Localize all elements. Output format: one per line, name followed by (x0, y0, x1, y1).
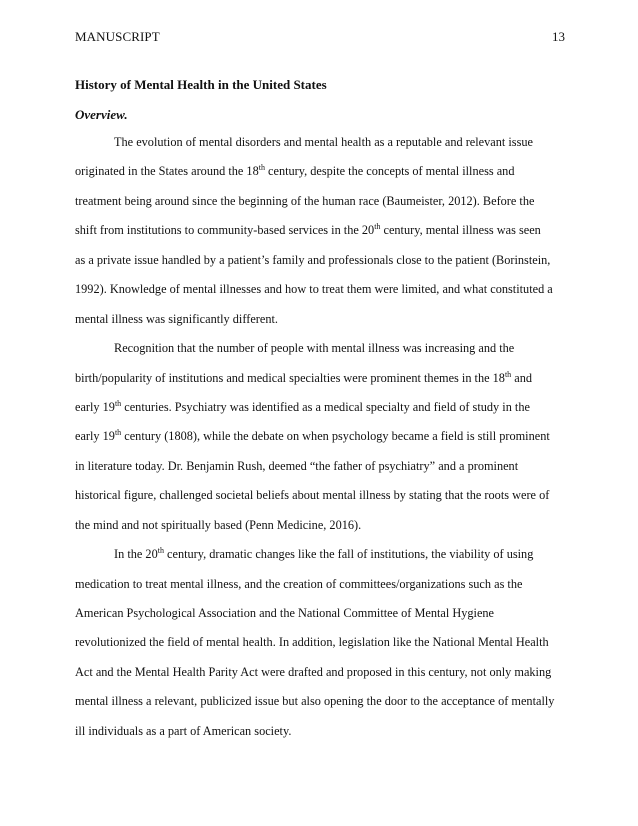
text-line: ill individuals as a part of American society. (75, 723, 292, 738)
text-segment: In the 20 (114, 547, 158, 562)
text-line: mental illness was significantly different. (75, 311, 278, 326)
text-line: Recognition that the number of people with mental illness was increasing and the (114, 341, 515, 356)
text-line: 1992). Knowledge of mental illnesses and how to treat them were limited, and what constituted a (75, 282, 553, 297)
text-line: medication to treat mental illness, and the creation of committees/organizations such as the (75, 576, 523, 591)
text-segment: centuries. Psychiatry was identified as a medical specialty and field of study in the (121, 399, 530, 414)
text-segment: early 19 (75, 429, 115, 444)
text-segment: and (511, 370, 533, 385)
text-line: historical figure, challenged societal beliefs about mental illness by stating that the roots were of (75, 488, 550, 503)
text-line: mental illness a relevant, publicized issue but also opening the door to the acceptance of mentally (75, 694, 555, 709)
ordinal-superscript: th (504, 369, 512, 379)
text-segment: originated in the States around the 18 (75, 164, 259, 179)
text-line (75, 216, 565, 245)
body-text (75, 128, 565, 746)
text-line: Act and the Mental Health Parity Act were drafted and proposed in this century, not only making (75, 664, 552, 679)
text-line (75, 364, 565, 393)
text-line: The evolution of mental disorders and mental health as a reputable and relevant issue (114, 135, 533, 149)
text-segment: shift from institutions to community-based services in the 20 (75, 223, 375, 238)
text-line: treatment being around since the beginning of the human race (Baumeister, 2012). Before the (75, 193, 535, 208)
section-subheading: Overview. (75, 107, 128, 122)
ordinal-superscript: th (114, 398, 122, 408)
running-head: MANUSCRIPT (75, 29, 160, 44)
text-line: as a private issue handled by a patient’s family and professionals close to the patient (Borinstein, (75, 252, 551, 267)
text-line (75, 393, 565, 422)
text-segment: century, dramatic changes like the fall of institutions, the viability of using (163, 547, 534, 562)
page-number: 13 (552, 29, 565, 44)
text-segment: century, despite the concepts of mental illness and (264, 164, 515, 179)
text-segment: birth/popularity of institutions and medical specialties were prominent themes in the 18 (75, 370, 505, 385)
text-segment: early 19 (75, 399, 115, 414)
text-line: the mind and not spiritually based (Penn Medicine, 2016). (75, 517, 362, 532)
ordinal-superscript: th (374, 222, 381, 232)
text-line (75, 422, 565, 451)
text-line (75, 540, 565, 569)
ordinal-superscript: th (258, 163, 265, 173)
ordinal-superscript: th (114, 428, 122, 438)
section-heading: History of Mental Health in the United States (75, 77, 327, 92)
ordinal-superscript: th (157, 546, 164, 556)
text-segment: century, mental illness was seen (380, 223, 541, 238)
text-segment: century (1808), while the debate on when psychology became a field is still prominent (121, 429, 550, 444)
text-line: in literature today. Dr. Benjamin Rush, deemed “the father of psychiatry” and a prominent (75, 458, 519, 473)
text-line: American Psychological Association and the National Committee of Mental Hygiene (75, 606, 495, 620)
text-line (75, 157, 565, 186)
text-line: revolutionized the field of mental health. In addition, legislation like the National Mental Health (75, 635, 549, 650)
